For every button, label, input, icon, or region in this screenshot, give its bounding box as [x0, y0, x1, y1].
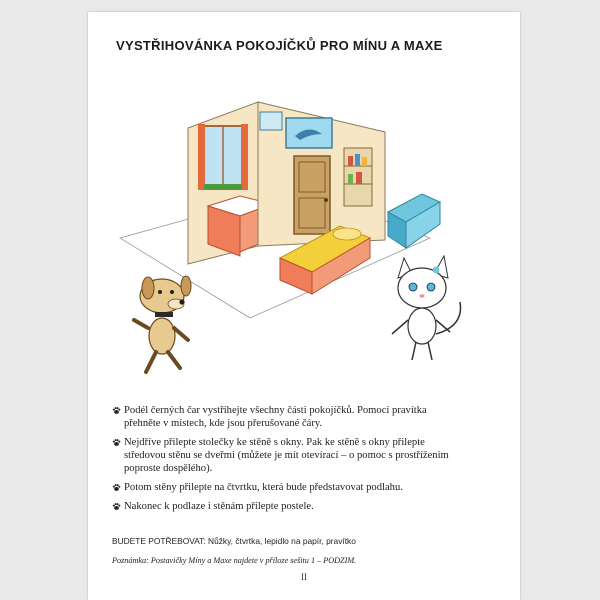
paw-icon — [112, 502, 121, 511]
page-number: II — [301, 572, 307, 582]
paw-icon — [112, 483, 121, 492]
instruction-item — [112, 436, 452, 475]
curtain-left — [198, 124, 205, 190]
curtain-right — [241, 124, 248, 190]
materials-items: Nůžky, čtvrtka, lepidlo na papír, pravítko — [208, 536, 356, 546]
instruction-item — [112, 500, 452, 513]
yellow-pillow — [333, 228, 361, 240]
instruction-text: Nejdříve přilepte stolečky ke stěně s okny. Pak ke stěně s okny přilepte středovou stěnu se dveřmi (můžete je mít otevírací – o pomoc s prostříženim poproste dospělého). — [124, 437, 449, 474]
materials-label: BUDETE POTŘEBOVAT: — [112, 536, 206, 546]
paw-icon — [112, 406, 121, 415]
mina-cat-character — [392, 256, 461, 360]
flower-box — [204, 184, 242, 190]
page-title: VYSTŘIHOVÁNKA POKOJÍČKŮ PRO MÍNU A MAXE — [116, 38, 443, 53]
instruction-item — [112, 481, 452, 494]
max-dog-character — [134, 276, 191, 372]
instruction-text: Podél černých čar vystřihejte všechny části pokojíčků. Pomocí pravítka přehněte v místech, kde jsou přerušované čáry. — [124, 405, 427, 429]
instruction-list — [112, 404, 452, 519]
note-text: Poznámka: Postavičky Míny a Maxe najdete v příloze sešitu 1 – PODZIM. — [112, 556, 357, 565]
small-picture — [260, 112, 282, 130]
instruction-item — [112, 404, 452, 430]
materials-needed — [112, 536, 356, 546]
room-cutout-illustration — [100, 88, 500, 388]
instruction-text: Nakonec k podlaze i stěnám přilepte postele. — [124, 501, 314, 512]
paw-icon — [112, 438, 121, 447]
instruction-text: Potom stěny přilepte na čtvrtku, která bude představovat podlahu. — [124, 482, 403, 493]
